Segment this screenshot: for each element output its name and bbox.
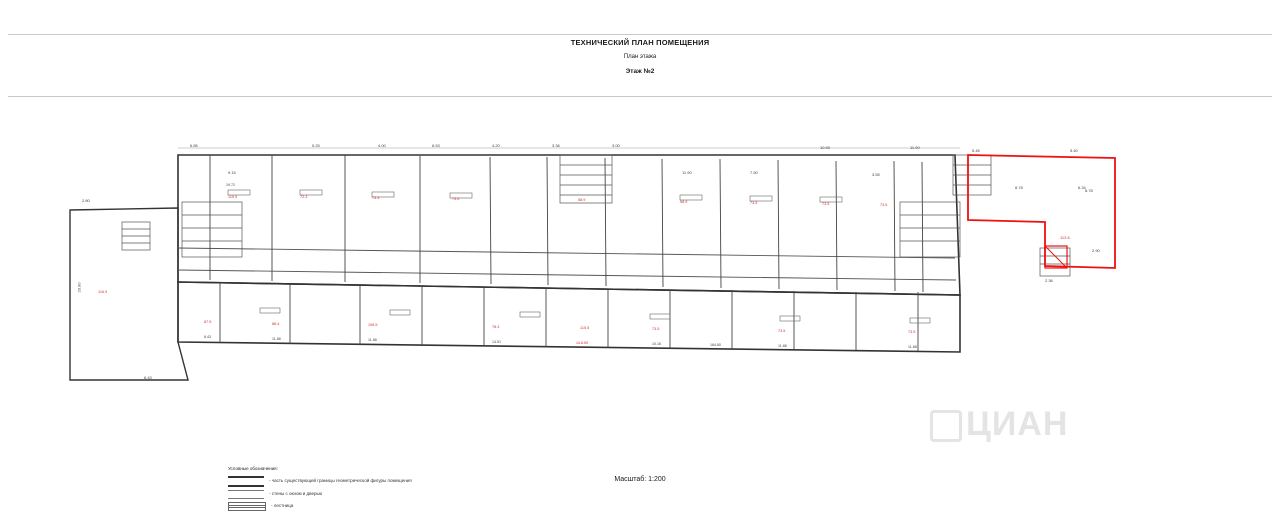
dimension-label: 2.90 [1092, 248, 1100, 253]
dimension-label: 3.00 [612, 143, 620, 148]
dimension-label: 2.80 [82, 198, 90, 203]
document-subtitle: План этажа [623, 54, 657, 60]
thick-line-icon [228, 476, 264, 487]
dimension-label: 6.53 [432, 143, 440, 148]
legend-item [228, 476, 412, 487]
dimension-label: 6.85 [190, 143, 198, 148]
room-dimension: 11.88 [908, 345, 917, 349]
legend-title: Условные обозначения: [228, 466, 278, 471]
room-area: 58.9 [578, 198, 586, 202]
floor-plan-svg [60, 130, 1190, 400]
legend-item-label: - часть существующей границы геометрической фигуры помещения [269, 477, 412, 483]
title-block [0, 38, 1280, 75]
highlighted-room-dimension: 8.78 [1015, 185, 1023, 190]
scale-label: Масштаб: 1:200 [614, 476, 666, 483]
dimension-label: 20.90 [76, 282, 82, 293]
dimension-label: 3.55 [872, 172, 880, 177]
highlighted-unit-outline [968, 155, 1115, 268]
thin-line-icon [228, 490, 264, 499]
dimension-label: 5.45 [972, 148, 980, 153]
dimension-label: 4.00 [378, 143, 386, 148]
dimension-label: 2.36 [1045, 278, 1053, 283]
dimension-label: 5.25 [312, 143, 320, 148]
document-title: ТЕХНИЧЕСКИЙ ПЛАН ПОМЕЩЕНИЯ [570, 38, 710, 47]
room-dimension: 14.8.50 [576, 341, 588, 345]
room-dimension: 11.88 [272, 337, 281, 341]
watermark [930, 405, 1068, 444]
room-area: 73.5 [652, 327, 660, 331]
legend-item-label: - стены с окном и дверью [269, 490, 323, 496]
room-area: 78.3 [492, 325, 500, 329]
room-dimension: 164.80 [710, 343, 721, 347]
dimension-label: 11.90 [682, 170, 692, 175]
room-area: 73.5 [880, 203, 888, 207]
header-rule-top [8, 34, 1272, 35]
room-area: 88.4 [272, 322, 280, 326]
room-area: 115.5 [228, 195, 238, 199]
watermark-text: ЦИАН [966, 405, 1069, 443]
stair-icon [228, 502, 266, 511]
room-area: 58.9 [680, 200, 688, 204]
room-area: 72.3 [300, 195, 308, 199]
dimension-label: 8.78 [1085, 188, 1093, 193]
legend [228, 466, 412, 514]
floor-plan-drawing [60, 130, 1190, 400]
room-dimension: 11.88 [368, 338, 377, 342]
room-area: 73.5 [778, 329, 786, 333]
room-area: 87.5 [204, 320, 212, 324]
dimension-label: 4.20 [492, 143, 500, 148]
room-area: 73.5 [750, 201, 758, 205]
room-dimension: 8.43 [204, 335, 211, 339]
room-area: 115.5 [580, 326, 590, 330]
dimension-label: 10.90 [820, 145, 831, 150]
dimension-label: 7.50 [750, 170, 758, 175]
dimension-label: 11.90 [910, 145, 920, 150]
highlighted-room-area: 113.6 [1060, 235, 1070, 240]
legend-item [228, 490, 412, 499]
room-area: 73.5 [908, 330, 916, 334]
room-dimension: 11.88 [778, 344, 787, 348]
room-dimension: 10.16 [652, 342, 661, 346]
legend-item-label: - лестница [271, 502, 294, 508]
dimension-label: 5.40 [1070, 148, 1078, 153]
watermark-logo-icon [930, 410, 962, 442]
room-area: 73.3 [372, 196, 380, 200]
legend-item [228, 502, 412, 511]
dimension-label: 6.34 [1078, 185, 1086, 190]
header-rule-bottom [8, 96, 1272, 97]
room-area: 108.5 [368, 323, 378, 327]
room-area: 73.5 [822, 202, 830, 206]
room-area: 116.9 [98, 290, 108, 294]
room-area: 73.5 [452, 197, 460, 201]
dimension-label: 6.43 [144, 375, 152, 380]
dimension-label: 3.36 [552, 143, 560, 148]
room-dimension: 14.51 [492, 340, 501, 344]
dimension-label: 9.15 [228, 170, 236, 175]
room-dimension: 19.72 [226, 183, 235, 187]
floor-label: Этаж №2 [625, 68, 655, 75]
